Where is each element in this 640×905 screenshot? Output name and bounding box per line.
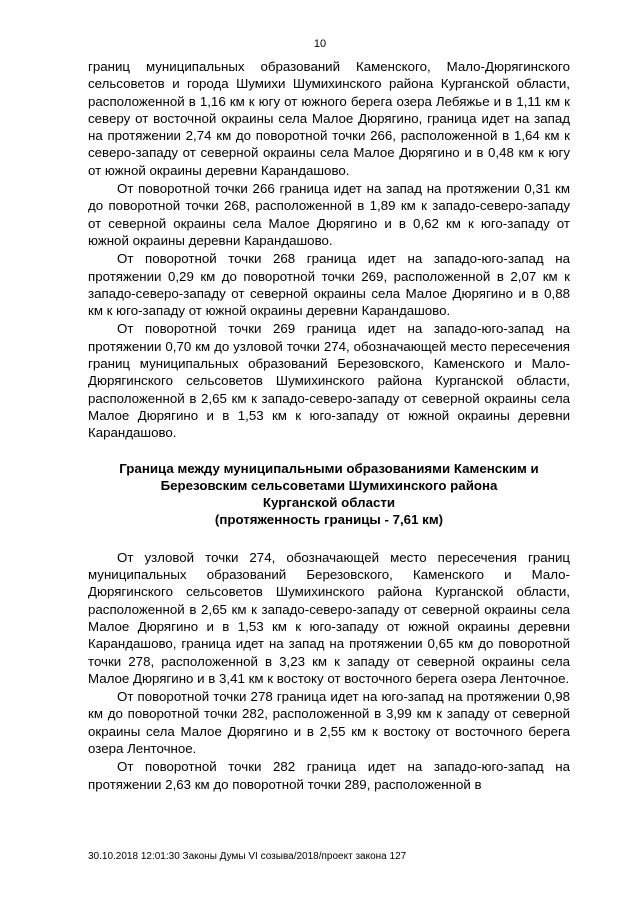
paragraph-point-278: От поворотной точки 278 граница идет на юго-запад на протяжении 0,98 км до поворотной точки 282, расположенной в 3,99 км к западу от северной окраины села Малое Дюрягино и в 2,55 км к востоку от восточного берега озера Ленточное.	[88, 689, 570, 756]
paragraph-point-282: От поворотной точки 282 граница идет на западо-юго-запад на протяжении 2,63 км до поворотной точки 289, расположенной в	[88, 759, 570, 792]
paragraph-point-269: От поворотной точки 269 граница идет на западо-юго-запад на протяжении 0,70 км до узловой точки 274, обозначающей место пересечения границ муниципальных образований Березовского, Каменского и Мало-Дюрягинского сельсоветов Шумихинского района Курганской области, расположенной в 2,65 км к западо-северо-западу от северной окраины села Малое Дюрягино и в 1,53 км к юго-западу от южной окраины деревни Карандашово.	[88, 321, 570, 441]
paragraph-point-274: От узловой точки 274, обозначающей место пересечения границ муниципальных образований Березовского, Каменского и Мало-Дюрягинского сельсоветов Шумихинского района Курганской области, расположенной в 2,65 км к западо-северо-западу от северной окраины села Малое Дюрягино и в 1,53 км к юго-западу от южной окраины деревни Карандашово, граница идет на запад на протяжении 0,65 км до поворотной точки 278, расположенной в 3,23 км к западу от северной окраины села Малое Дюрягино и в 3,41 км к востоку от восточного берега озера Ленточное.	[88, 549, 570, 686]
heading-length: (протяженность границы - 7,61 км)	[214, 512, 444, 528]
paragraph-point-266: От поворотной точки 266 граница идет на запад на протяжении 0,31 км до поворотной точки 268, расположенной в 1,89 км к западо-северо-западу от северной окраины села Малое Дюрягино и в 0,62 км к юго-западу от южной окраины деревни Карандашово.	[88, 181, 570, 248]
heading-line-1: Граница между муниципальными образованиями Каменским и	[119, 460, 539, 476]
heading-line-3: Курганской области	[262, 495, 396, 511]
document-body	[88, 58, 570, 793]
paragraph-point-268: От поворотной точки 268 граница идет на западо-юго-запад на протяжении 0,29 км до поворотной точки 269, расположенной в 2,07 км к западо-северо-западу от северной окраины села Малое Дюрягино и в 0,88 км к юго-западу от южной окраины деревни Карандашово.	[88, 251, 570, 319]
page-number: 10	[313, 38, 327, 50]
heading-line-2: Березовским сельсоветами Шумихинского района	[160, 477, 498, 493]
document-footer: 30.10.2018 12:01:30 Законы Думы VI созыва/2018/проект закона 127	[88, 851, 407, 862]
paragraph-continuation: границ муниципальных образований Каменского, Мало-Дюрягинского сельсоветов и города Шумихи Шумихинского района Курганской области, расположенной в 1,16 км к югу от южного берега озера Лебяжье и в 1,11 км к северу от восточной окраины села Малое Дюрягино, граница идет на запад на протяжении 2,74 км до поворотной точки 266, расположенной в 1,64 км к северо-западу от северной окраины села Малое Дюрягино и в 0,48 км к югу от южной окраины деревни Карандашово.	[88, 59, 570, 178]
section-heading	[88, 460, 570, 529]
